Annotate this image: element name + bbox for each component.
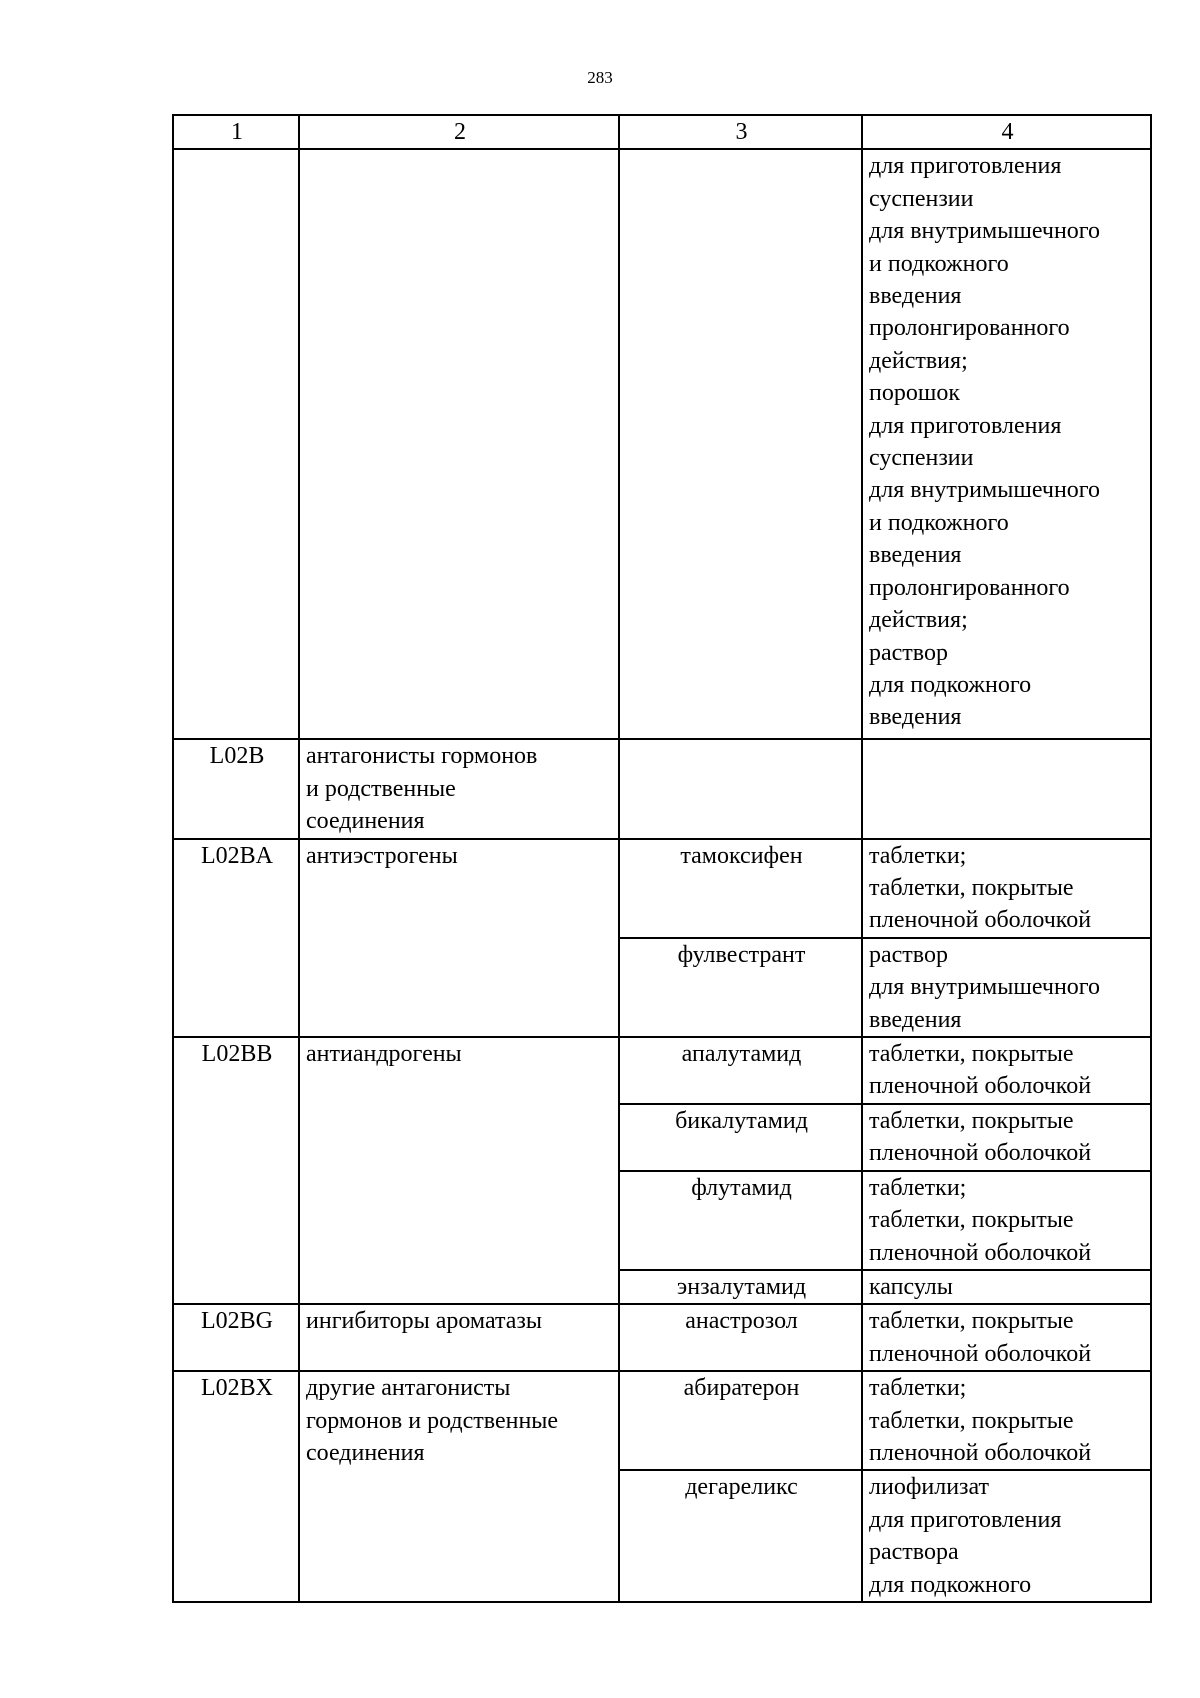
group-cell: ингибиторы ароматазы bbox=[299, 1304, 619, 1371]
table-row-l02bb bbox=[173, 1037, 1151, 1104]
table-row-continuation bbox=[173, 149, 1151, 739]
dosage-form-cell: таблетки, покрытые пленочной оболочкой bbox=[862, 1037, 1151, 1104]
column-number-4: 4 bbox=[862, 115, 1151, 149]
page-number: 283 bbox=[587, 68, 613, 87]
drug-cell bbox=[619, 149, 862, 739]
table-row-l02bg bbox=[173, 1304, 1151, 1371]
group-cell bbox=[299, 149, 619, 739]
dosage-form-cell: таблетки; таблетки, покрытые пленочной оболочкой bbox=[862, 1371, 1151, 1470]
drug-cell: апалутамид bbox=[619, 1037, 862, 1104]
group-cell: другие антагонисты гормонов и родственные соединения bbox=[299, 1371, 619, 1602]
drug-cell: тамоксифен bbox=[619, 839, 862, 938]
dosage-form-cell: капсулы bbox=[862, 1270, 1151, 1304]
drug-cell: фулвестрант bbox=[619, 938, 862, 1037]
column-number-1: 1 bbox=[173, 115, 299, 149]
drug-cell: энзалутамид bbox=[619, 1270, 862, 1304]
drug-cell: анастрозол bbox=[619, 1304, 862, 1371]
dosage-form-cell: раствор для внутримышечного введения bbox=[862, 938, 1151, 1037]
dosage-form-cell: для приготовления суспензии для внутримышечного и подкожного введения пролонгированного действия; порошок для приготовления суспензии для внутримышечного и подкожного введения пролонгированного действия; раствор для подкожного введения bbox=[862, 149, 1151, 739]
table-row-l02b bbox=[173, 739, 1151, 838]
table-row-l02bx bbox=[173, 1371, 1151, 1470]
drug-cell: абиратерон bbox=[619, 1371, 862, 1470]
dosage-form-cell: таблетки, покрытые пленочной оболочкой bbox=[862, 1104, 1151, 1171]
dosage-form-cell: таблетки, покрытые пленочной оболочкой bbox=[862, 1304, 1151, 1371]
group-cell: антиандрогены bbox=[299, 1037, 619, 1304]
code-cell: L02B bbox=[173, 739, 299, 838]
code-cell: L02BB bbox=[173, 1037, 299, 1304]
code-cell: L02BG bbox=[173, 1304, 299, 1371]
drug-cell: дегареликс bbox=[619, 1470, 862, 1602]
drug-cell: бикалутамид bbox=[619, 1104, 862, 1171]
code-cell: L02BX bbox=[173, 1371, 299, 1602]
dosage-form-cell bbox=[862, 739, 1151, 838]
table-header-row bbox=[173, 115, 1151, 149]
group-cell: антиэстрогены bbox=[299, 839, 619, 1037]
dosage-form-cell: таблетки; таблетки, покрытые пленочной оболочкой bbox=[862, 839, 1151, 938]
code-cell: L02BA bbox=[173, 839, 299, 1037]
dosage-form-cell: таблетки; таблетки, покрытые пленочной оболочкой bbox=[862, 1171, 1151, 1270]
table-row-l02ba bbox=[173, 839, 1151, 938]
drug-table bbox=[172, 114, 1152, 1603]
dosage-form-cell: лиофилизат для приготовления раствора для подкожного bbox=[862, 1470, 1151, 1602]
group-cell: антагонисты гормонов и родственные соединения bbox=[299, 739, 619, 838]
code-cell bbox=[173, 149, 299, 739]
drug-cell: флутамид bbox=[619, 1171, 862, 1270]
drug-cell bbox=[619, 739, 862, 838]
column-number-2: 2 bbox=[299, 115, 619, 149]
column-number-3: 3 bbox=[619, 115, 862, 149]
